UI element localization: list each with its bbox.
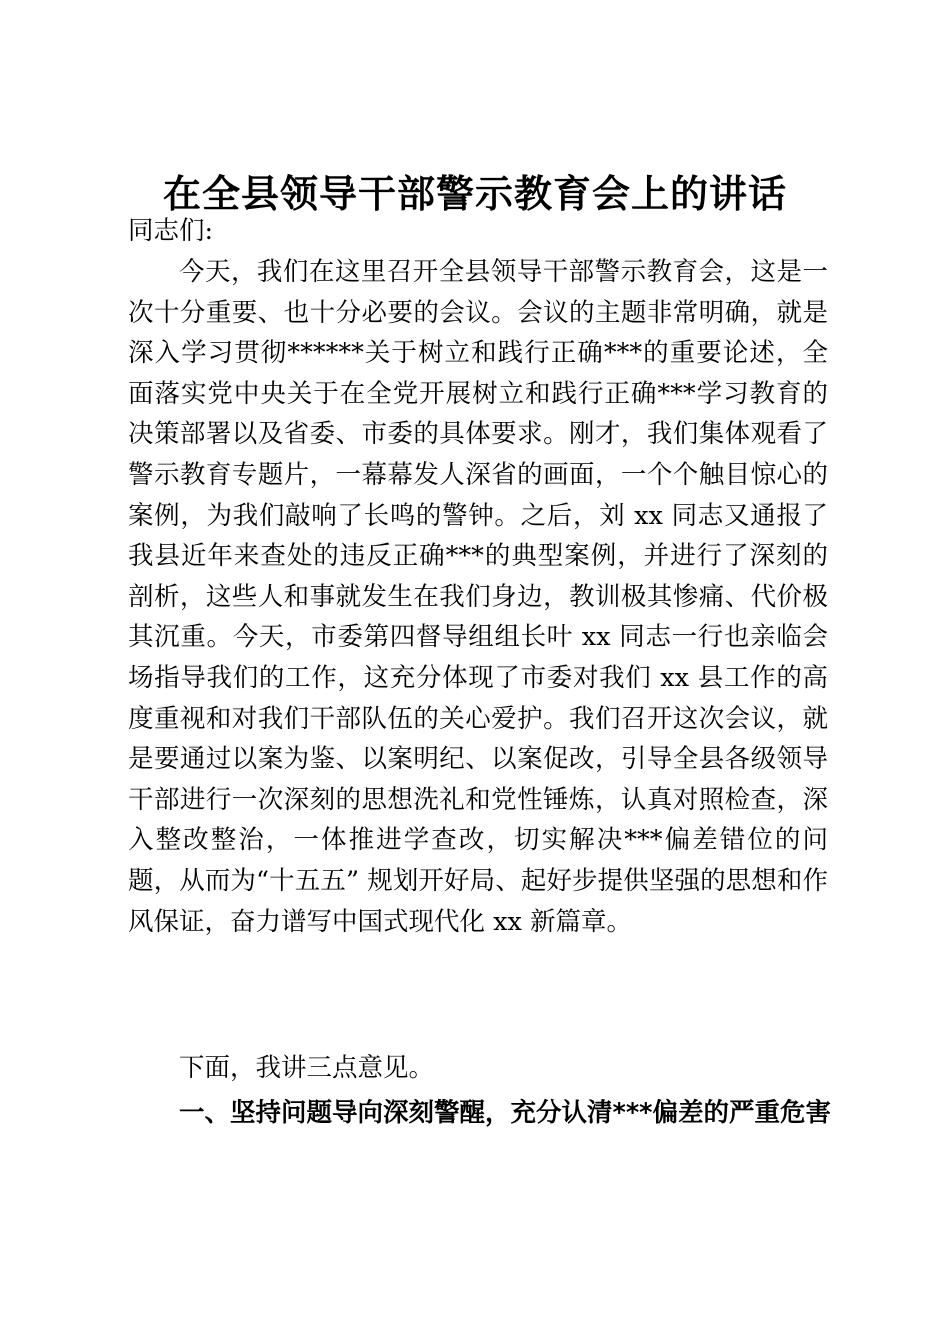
document-title: 在全县领导干部警示教育会上的讲话 (162, 172, 787, 216)
body-paragraph-2-container (128, 1048, 828, 1089)
body-paragraph-1: 今天，我们在这里召开全县领导干部警示教育会，这是一次十分重要、也十分必要的会议。会议的主题非常明确，就是深入学习贯彻******关于树立和践行正确***的重要论述，全面落实党中央关于在全党开展树立和践行正确***学习教育的决策部署以及省委、市委的具体要求。刚才，我们集体观看了警示教育专题片，一幕幕发人深省的画面，一个个触目惊心的案例，为我们敲响了长鸣的警钟。之后，刘 xx 同志又通报了我县近年来查处的违反正确***的典型案例，并进行了深刻的剖析，这些人和事就发生在我们身边，教训极其惨痛、代价极其沉重。今天，市委第四督导组组长叶 xx 同志一行也亲临会场指导我们的工作，这充分体现了市委对我们 xx 县工作的高度重视和对我们干部队伍的关心爱护。我们召开这次会议，就是要通过以案为鉴、以案明纪、以案促改，引导全县各级领导干部进行一次深刻的思想洗礼和党性锤炼，认真对照检查，深入整改整治，一体推进学查改，切实解决***偏差错位的问题，从而为“十五五” 规划开好局、起好步提供坚强的思想和作风保证，奋力谱写中国式现代化 xx 新篇章。 (128, 257, 828, 937)
body-paragraph-2: 下面，我讲三点意见。 (179, 1053, 435, 1083)
body-paragraph-1-container (128, 252, 828, 942)
section-heading-1: 一、坚持问题导向深刻警醒，充分认清***偏差的严重危害 (179, 1098, 832, 1128)
salutation: 同志们: (128, 216, 214, 246)
